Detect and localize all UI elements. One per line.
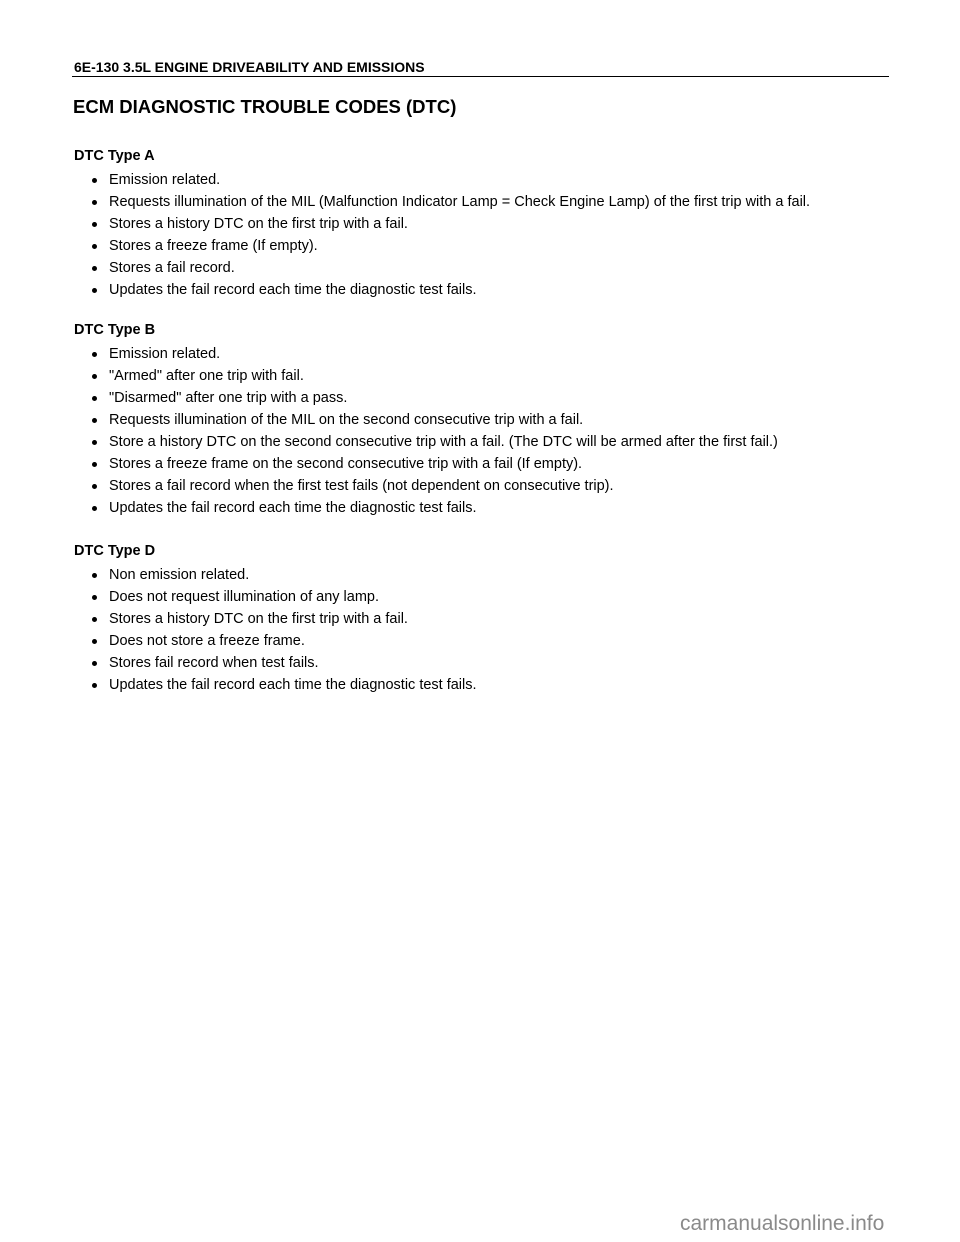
list-item [74,191,894,213]
list-item [74,586,894,608]
list-item [74,674,894,696]
bullet-icon [92,266,97,271]
list-item [74,279,894,301]
list-item-text: Stores a history DTC on the first trip with a fail. [109,611,408,627]
header-rule [72,76,889,77]
list-item-text: Stores a fail record when the first test fails (not dependent on consecutive trip). [109,478,614,494]
list-item [74,497,894,519]
bullet-icon [92,200,97,205]
bullet-icon [92,222,97,227]
bullet-icon [92,244,97,249]
list-item [74,608,894,630]
dtc-section [74,542,894,696]
list-item [74,475,894,497]
list-item-text: Does not store a freeze frame. [109,633,305,649]
list-item [74,169,894,191]
page-title: ECM DIAGNOSTIC TROUBLE CODES (DTC) [73,96,457,117]
bullet-icon [92,288,97,293]
page-header: 6E-130 3.5L ENGINE DRIVEABILITY AND EMISSIONS [74,59,425,75]
list-item-text: Does not request illumination of any lamp. [109,589,380,605]
list-item [74,630,894,652]
list-item-text: Requests illumination of the MIL on the second consecutive trip with a fail. [109,412,584,428]
list-item-text: Non emission related. [109,567,250,583]
list-item-text: Emission related. [109,346,221,362]
bullet-icon [92,639,97,644]
list-item-text: "Disarmed" after one trip with a pass. [109,390,348,406]
list-item [74,409,894,431]
bullet-list [74,564,894,696]
bullet-icon [92,595,97,600]
bullet-icon [92,352,97,357]
dtc-section [74,147,894,301]
bullet-list [74,169,894,301]
bullet-icon [92,573,97,578]
list-item [74,343,894,365]
watermark: carmanualsonline.info [680,1212,885,1235]
bullet-icon [92,418,97,423]
list-item-text: Stores a freeze frame on the second consecutive trip with a fail (If empty). [109,456,583,472]
list-item-text: Store a history DTC on the second consecutive trip with a fail. (The DTC will be armed after the first fail.) [109,434,778,450]
bullet-icon [92,396,97,401]
bullet-icon [92,440,97,445]
bullet-icon [92,617,97,622]
section-heading: DTC Type A [74,148,155,164]
list-item [74,213,894,235]
list-item-text: Updates the fail record each time the diagnostic test fails. [109,677,477,693]
bullet-icon [92,661,97,666]
list-item-text: Stores a history DTC on the first trip with a fail. [109,216,408,232]
list-item-text: Stores a freeze frame (If empty). [109,238,318,254]
dtc-section [74,321,894,519]
list-item-text: Stores fail record when test fails. [109,655,319,671]
bullet-icon [92,178,97,183]
list-item [74,453,894,475]
list-item [74,652,894,674]
section-heading: DTC Type B [74,322,156,338]
list-item-text: Updates the fail record each time the diagnostic test fails. [109,500,477,516]
bullet-icon [92,484,97,489]
list-item-text: Requests illumination of the MIL (Malfunction Indicator Lamp = Check Engine Lamp) of the first trip with a fail. [109,194,811,210]
list-item [74,257,894,279]
list-item-text: Stores a fail record. [109,260,235,276]
list-item [74,235,894,257]
list-item-text: "Armed" after one trip with fail. [109,368,304,384]
section-heading: DTC Type D [74,543,156,559]
list-item-text: Emission related. [109,172,221,188]
list-item [74,387,894,409]
bullet-icon [92,683,97,688]
list-item-text: Updates the fail record each time the diagnostic test fails. [109,282,477,298]
bullet-list [74,343,894,519]
bullet-icon [92,462,97,467]
list-item [74,431,894,453]
bullet-icon [92,506,97,511]
bullet-icon [92,374,97,379]
list-item [74,365,894,387]
list-item [74,564,894,586]
